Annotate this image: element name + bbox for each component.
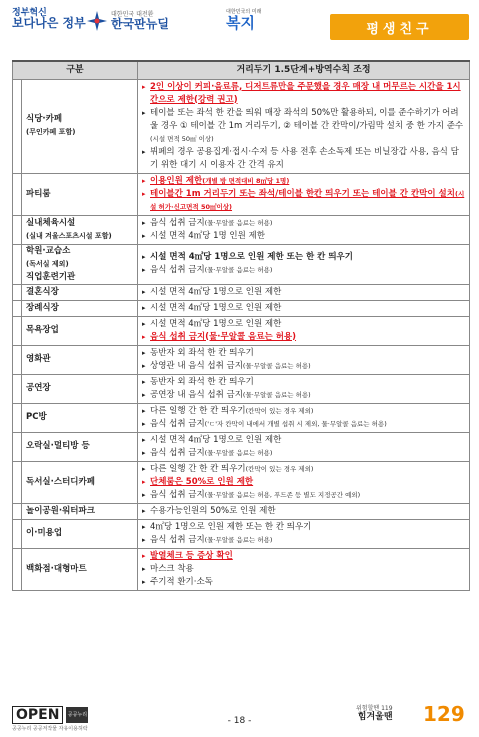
category-label: 장례식장: [26, 302, 59, 313]
category-cell: [22, 548, 138, 590]
rule-text: 수용가능인원의 50%로 인원 제한: [150, 505, 276, 516]
rule-text: 음식 섭취 금지: [150, 534, 205, 545]
category-cell: [22, 345, 138, 374]
rule-item: [142, 107, 465, 146]
rules-cell: [138, 300, 470, 316]
rules-cell: [138, 461, 470, 503]
rule-item: [142, 217, 465, 230]
table-row: [13, 461, 470, 503]
table-row: [13, 548, 470, 590]
category-label: 독서실·스터디카페: [26, 476, 95, 487]
category-note: (독서실 제외): [26, 259, 69, 268]
rule-text: 상영관 내 음식 섭취 금지: [150, 360, 243, 371]
open-license-caption: 공공누리 공공저작물 자유이용허락: [12, 726, 88, 732]
table-row: [13, 519, 470, 548]
rule-item: [142, 405, 465, 418]
rule-item: [142, 286, 465, 299]
rule-item: [142, 476, 465, 489]
rule-text: 시설 면적 4㎡당 1명으로 인원 제한: [150, 302, 282, 313]
korean-new-deal-logo: [86, 10, 169, 32]
row-spacer-cell: [13, 244, 22, 284]
rule-text: 다른 일행 간 한 칸 띄우기: [150, 463, 246, 474]
rule-text: 공연장 내 음식 섭취 금지: [150, 389, 243, 400]
row-spacer-cell: [13, 403, 22, 432]
row-spacer-cell: [13, 79, 22, 173]
emergency-hotline-text: [356, 705, 393, 721]
category-label: 목욕장업: [26, 325, 59, 335]
category-label: 파티룸: [26, 188, 51, 199]
rule-text: 테이블 또는 좌석 한 칸을 띄워 매장 좌석의 50%만 활용하되, 이를 준수하기가 어려울 경우 ① 테이블 간 1m 거리두기, ② 테이블 간 칸막이/가림막 설치 중 한 가지 준수: [150, 107, 464, 131]
column-header-category: 구분: [13, 61, 138, 79]
rule-item: [142, 360, 465, 373]
category-cell: [22, 432, 138, 461]
rule-note: (칸막이 있는 경우 제외): [245, 406, 314, 415]
table-row: [13, 244, 470, 284]
page-footer: [0, 700, 479, 737]
rule-item: [142, 318, 465, 331]
rule-text: 2인 이상이 커피·음료류, 디저트류만을 주문했을 경우 매장 내 머무르는 시간을 1시간으로 제한(강력 권고): [150, 81, 461, 105]
rule-item: [142, 188, 465, 214]
rule-text: 시설 면적 4㎡당 1명으로 인원 제한: [150, 286, 282, 297]
rule-note: (물·무알콜 음료는 허용, 푸드존 등 별도 지정공간 예외): [204, 490, 361, 499]
rule-text: 음식 섭취 금지: [150, 265, 205, 275]
row-spacer-cell: [13, 345, 22, 374]
table-row: [13, 173, 470, 215]
category-label-secondary: 직업훈련기관: [26, 271, 76, 282]
row-spacer-cell: [13, 300, 22, 316]
rule-note: (칸막이 있는 경우 제외): [245, 464, 314, 473]
row-spacer-cell: [13, 316, 22, 345]
row-spacer-cell: [13, 374, 22, 403]
rules-cell: [138, 215, 470, 244]
table-row: [13, 300, 470, 316]
category-label: 오락실·멀티방 등: [26, 441, 90, 451]
rule-item: [142, 418, 465, 431]
rules-cell: [138, 244, 470, 284]
rule-item: [142, 146, 465, 172]
logo2-main-text: 한국판뉴딜: [111, 17, 169, 31]
rule-text: 이용인원 제한: [150, 175, 203, 186]
row-spacer-cell: [13, 284, 22, 300]
rule-item: [142, 376, 465, 389]
rule-item: [142, 447, 465, 460]
rules-cell: [138, 284, 470, 300]
category-cell: [22, 519, 138, 548]
rule-item: [142, 331, 465, 344]
rule-note: (개별 방 면적대비 8㎡당 1명): [202, 176, 290, 185]
rule-item: [142, 434, 465, 447]
table-header-row: [13, 61, 470, 79]
table-row: [13, 503, 470, 519]
category-label: 영화관: [26, 354, 51, 364]
category-label: 학원·교습소: [26, 245, 71, 256]
category-cell: [22, 316, 138, 345]
rule-item: [142, 251, 465, 264]
rule-item: [142, 463, 465, 476]
category-label: PC방: [26, 412, 47, 422]
row-spacer-cell: [13, 548, 22, 590]
distancing-rules-table: [12, 60, 470, 591]
logo3-small-text: 대한민국의 미래: [226, 9, 262, 15]
category-cell: [22, 244, 138, 284]
table-row: [13, 79, 470, 173]
row-spacer-cell: [13, 519, 22, 548]
rule-note: (물·무알콜 음료는 허용): [204, 535, 273, 544]
rule-text: 동반자 외 좌석 한 칸 띄우기: [150, 376, 254, 387]
rules-cell: [138, 345, 470, 374]
rule-item: [142, 81, 465, 107]
page-number: - 18 -: [227, 716, 252, 726]
rules-cell: [138, 374, 470, 403]
rules-cell: [138, 432, 470, 461]
rule-item: [142, 489, 465, 502]
rule-item: [142, 563, 465, 576]
rule-text: 주기적 환기·소독: [150, 576, 213, 587]
category-label: 식당·카페: [26, 114, 63, 124]
category-label: 결혼식장: [26, 286, 59, 297]
row-spacer-cell: [13, 215, 22, 244]
rules-cell: [138, 403, 470, 432]
row-spacer-cell: [13, 503, 22, 519]
rule-item: [142, 534, 465, 547]
rule-item: [142, 389, 465, 402]
category-note: (실내 겨울스포츠시설 포함): [26, 231, 112, 240]
rule-text: 발열체크 등 증상 확인: [150, 550, 233, 561]
rule-item: [142, 302, 465, 315]
rule-text: 음식 섭취 금지: [150, 447, 205, 458]
table-row: [13, 284, 470, 300]
rule-note: ('ㄷ'자 칸막이 내에서 개별 섭취 시 제외, 물·무알콜 음료는 허용): [204, 419, 387, 428]
rules-cell: [138, 503, 470, 519]
category-cell: [22, 215, 138, 244]
logo2-small-text: 대한민국 대전환: [111, 11, 154, 18]
rule-item: [142, 550, 465, 563]
row-spacer-cell: [13, 432, 22, 461]
rule-note: (물·무알콜 음료는 허용): [204, 448, 273, 457]
rules-cell: [138, 519, 470, 548]
category-cell: [22, 461, 138, 503]
rule-item: [142, 230, 465, 243]
hotline-number: 129: [423, 702, 465, 726]
category-note: (무인카페 포함): [26, 128, 76, 136]
category-cell: [22, 300, 138, 316]
logo1-small-text: 정부혁신: [12, 8, 47, 18]
rule-text: 단체룸은 50%로 인원 제한: [150, 476, 254, 487]
rule-item: [142, 347, 465, 360]
logo1-main-text: 보다나은 정부: [12, 16, 86, 30]
rule-note: (물·무알콜 음료는 허용): [204, 266, 273, 274]
rule-note: (물·무알콜 음료는 허용): [204, 218, 273, 227]
rule-text: 다른 일행 간 한 칸 띄우기: [150, 405, 246, 416]
rule-item: [142, 576, 465, 589]
rule-item: [142, 521, 465, 534]
page-header: [0, 0, 479, 44]
category-label: 백화점·대형마트: [26, 563, 87, 574]
emergency-line2: 힘겨울땐: [357, 712, 393, 722]
rules-cell: [138, 173, 470, 215]
column-header-rules: 거리두기 1.5단계+방역수칙 조정: [138, 61, 470, 79]
rule-item: [142, 264, 465, 277]
rule-text: 시설 면적 4㎡당 1명 인원 제한: [150, 230, 265, 241]
lifelong-friend-tag: 평생친구: [330, 14, 469, 40]
table-row: [13, 345, 470, 374]
category-cell: [22, 403, 138, 432]
category-cell: [22, 284, 138, 300]
rule-text: 동반자 외 좌석 한 칸 띄우기: [150, 347, 254, 358]
rules-cell: [138, 79, 470, 173]
license-icon: 공공누리: [66, 707, 88, 723]
rule-text: 음식 섭취 금지: [150, 489, 205, 500]
rules-cell: [138, 548, 470, 590]
rule-text: 음식 섭취 금지(물·무알콜 음료는 허용): [150, 331, 297, 342]
table-body: [13, 79, 470, 590]
category-label: 이·미용업: [26, 528, 63, 538]
government-innovation-logo: [12, 8, 86, 28]
new-deal-mark-icon: [86, 10, 108, 32]
category-label: 놀이공원·워터파크: [26, 505, 95, 516]
category-cell: [22, 173, 138, 215]
rule-text: 4㎡당 1명으로 인원 제한 또는 한 칸 띄우기: [150, 521, 312, 532]
table-row: [13, 316, 470, 345]
welfare-logo: [226, 8, 261, 31]
rule-note: (물·무알콜 음료는 허용): [242, 390, 311, 399]
logo3-main-text: 복지: [226, 14, 255, 32]
row-spacer-cell: [13, 173, 22, 215]
rule-text: 시설 면적 4㎡당 1명으로 인원 제한 또는 한 칸 띄우기: [150, 252, 353, 262]
row-spacer-cell: [13, 461, 22, 503]
rule-text: 음식 섭취 금지: [150, 418, 205, 429]
emergency-line1: 위험할땐 119: [356, 705, 393, 712]
rule-text: 마스크 착용: [150, 563, 194, 574]
category-cell: [22, 374, 138, 403]
table-row: [13, 374, 470, 403]
rule-note: (물·무알콜 음료는 허용): [242, 361, 311, 370]
rule-note: (시설 면적 50㎡ 이상): [150, 134, 214, 143]
rule-text: 테이블간 1m 거리두기 또는 좌석/테이블 한칸 띄우기 또는 테이블 간 칸막이 설치: [150, 188, 455, 199]
category-label: 실내체육시설: [26, 217, 76, 228]
open-logo: OPEN: [12, 706, 63, 724]
rule-text: 시설 면적 4㎡당 1명으로 인원 제한: [150, 434, 282, 445]
table-row: [13, 215, 470, 244]
category-cell: [22, 79, 138, 173]
rule-item: [142, 175, 465, 188]
rule-text: 시설 면적 4㎡당 1명으로 인원 제한: [150, 318, 282, 329]
rule-text: 음식 섭취 금지: [150, 217, 205, 228]
category-label: 공연장: [26, 383, 51, 393]
rule-note: (시설 허가·신고면적 50㎡이상): [150, 189, 465, 211]
rule-text: 뷔페의 경우 공용집게·접시·수저 등 사용 전후 손소독제 또는 비닐장갑 사용, 음식 담기 위한 대기 시 이용자 간 간격 유지: [150, 146, 459, 170]
rule-item: [142, 505, 465, 518]
rules-cell: [138, 316, 470, 345]
category-cell: [22, 503, 138, 519]
table-row: [13, 432, 470, 461]
table-row: [13, 403, 470, 432]
